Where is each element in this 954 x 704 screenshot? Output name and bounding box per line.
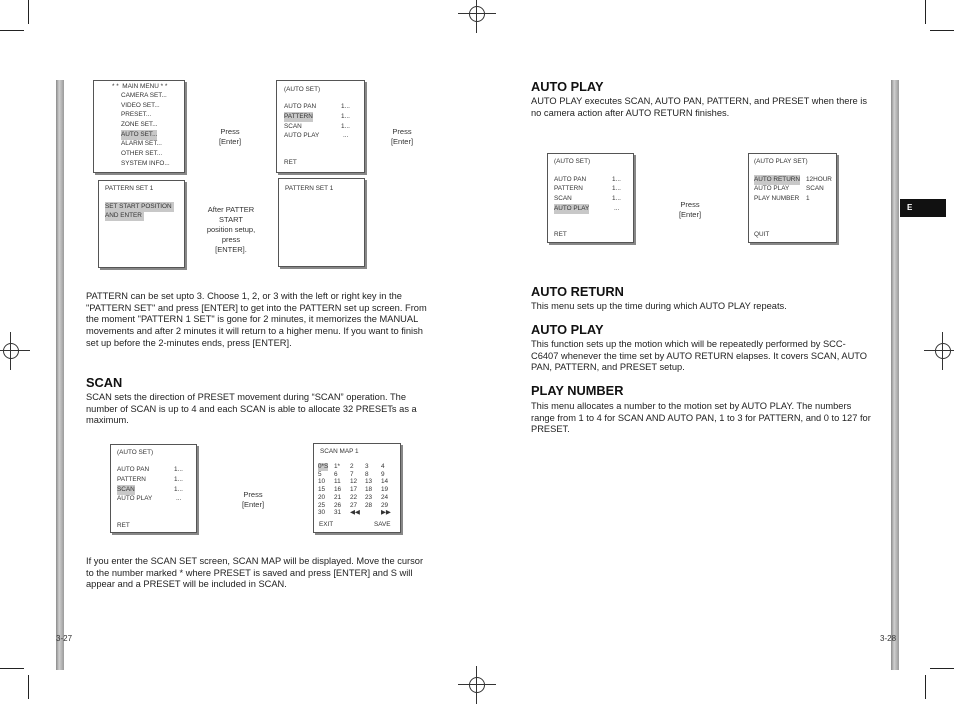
menu-item: SCAN: [554, 195, 572, 202]
menu-item: AUTO PAN: [284, 103, 317, 110]
menu-item-selected: AUTO SET...: [121, 131, 158, 138]
scan-map-cell: 21: [334, 493, 342, 501]
menu-item: SCAN: [284, 123, 302, 130]
menu-title: (AUTO SET): [117, 449, 154, 456]
crop-mark: [28, 675, 29, 699]
menu-item-selected: PATTERN: [284, 113, 313, 120]
menu-item: RET: [284, 159, 297, 166]
menu-title: (AUTO SET): [284, 86, 321, 93]
scan-map-cell: 27: [350, 501, 358, 509]
menu-item: PLAY NUMBER: [754, 195, 800, 202]
scan-map-cell: 16: [334, 486, 342, 494]
menu-item: PRESET...: [121, 111, 152, 118]
menu-item: SYSTEM INFO...: [121, 160, 170, 167]
menu-item: RET: [554, 231, 567, 238]
menu-item: OTHER SET...: [121, 150, 163, 157]
auto-play-paragraph-2: This function sets up the motion which will be repeatedly performed by SCC-C6407 whenever the time set by AUTO RETURN elapses. It covers SCAN, AUTO PAN, PATTERN, and PRESET setup.: [531, 339, 868, 373]
scan-map-cell: 28: [365, 501, 373, 509]
menu-value: 1...: [174, 486, 183, 493]
scan-map-cell: 18: [365, 486, 373, 494]
menu-value: 1...: [612, 195, 621, 202]
press-enter-label: Press [Enter]: [390, 127, 414, 146]
scan-map-cell: 9: [381, 470, 385, 478]
menu-title: SCAN MAP 1: [320, 448, 359, 455]
menu-value: 12HOUR: [806, 176, 832, 183]
pattern-set-screen-2: [278, 178, 365, 267]
menu-item: PATTERN: [117, 476, 146, 483]
auto-play-heading: AUTO PLAY: [531, 79, 604, 94]
scan-map-cell: 20: [318, 493, 326, 501]
scan-map-cell: ◀◀: [350, 509, 360, 517]
menu-item: RET: [117, 522, 130, 529]
menu-item-selected: AUTO RETURN: [754, 176, 801, 183]
menu-value: 1...: [341, 103, 350, 110]
save-label: SAVE: [374, 521, 391, 528]
auto-return-paragraph: This menu sets up the time during which AUTO PLAY repeats.: [531, 301, 787, 311]
scan-map-cell: 23: [365, 493, 373, 501]
scan-map-cell: 31: [334, 509, 342, 517]
press-enter-label: Press [Enter]: [678, 200, 702, 219]
scan-map-cell: 13: [365, 478, 373, 486]
scan-map-cell: 15: [318, 486, 326, 494]
main-menu-screen: [93, 80, 185, 173]
menu-value: ...: [343, 132, 349, 139]
scan-heading: SCAN: [86, 375, 123, 390]
play-number-paragraph: This menu allocates a number to the motion set by AUTO PLAY. The numbers range from 1 to 4 for SCAN AND AUTO PAN, 1 to 3 for PATTERN, and 0 to 127 for PRESET.: [531, 401, 871, 435]
menu-title: PATTERN SET 1: [285, 185, 334, 192]
scan-map-cell: 19: [381, 486, 389, 494]
scan-map-cell: 10: [318, 478, 326, 486]
scan-map-cell: 11: [334, 478, 341, 486]
menu-item: AUTO PAN: [117, 466, 150, 473]
menu-item: AUTO PLAY: [284, 132, 320, 139]
scan-map-cell: 4: [381, 463, 385, 470]
scan-map-cell: 29: [381, 501, 389, 509]
pattern-set-screen: [98, 180, 185, 268]
menu-item: CAMERA SET...: [121, 92, 167, 99]
menu-value: 1...: [612, 185, 621, 192]
scan-map-cell: 1*: [334, 463, 341, 470]
menu-item: ZONE SET...: [121, 121, 158, 128]
press-enter-label: Press [Enter]: [218, 127, 242, 146]
menu-title: (AUTO SET): [554, 158, 591, 165]
menu-value: 1...: [174, 466, 183, 473]
crop-mark: [930, 30, 954, 31]
menu-title: PATTERN SET 1: [105, 185, 154, 192]
menu-item: QUIT: [754, 231, 770, 238]
page-number-left: 3-27: [56, 634, 73, 643]
registration-mark: [466, 3, 488, 25]
menu-value: 1...: [341, 123, 350, 130]
menu-item: ALARM SET...: [121, 140, 162, 147]
scan-map-cell: 30: [318, 509, 326, 517]
scan-map-cell: 0*S: [318, 463, 329, 470]
crop-mark: [0, 30, 24, 31]
menu-value: ...: [176, 495, 182, 502]
scan-map-cell: ▶▶: [381, 509, 391, 517]
after-pattern-label: After PATTER START position setup, press [ENTER].: [206, 205, 256, 254]
crop-mark: [28, 0, 29, 24]
auto-return-heading: AUTO RETURN: [531, 284, 624, 299]
menu-title: (AUTO PLAY SET): [754, 158, 808, 165]
menu-value: ...: [614, 205, 620, 212]
exit-label: EXIT: [319, 521, 334, 528]
scan-map-cell: 3: [365, 463, 369, 470]
menu-value: 1: [806, 195, 810, 202]
scan-paragraph: SCAN sets the direction of PRESET movement during “SCAN” operation. The number of SCAN is up to 4 and each SCAN is able to allocate 32 PRESETs as a maximum.: [86, 392, 417, 426]
registration-mark: [466, 674, 488, 696]
menu-instruction: AND ENTER: [105, 212, 142, 219]
registration-mark: [932, 340, 954, 362]
menu-title: * * MAIN MENU * *: [112, 83, 168, 90]
auto-set-screen-scan: [110, 444, 197, 533]
menu-item-selected: SCAN: [117, 486, 135, 493]
pattern-paragraph: PATTERN can be set upto 3. Choose 1, 2, or 3 with the left or right key in the "PATTERN SET" and press [ENTER] to get into the PATTERN set up screen. From the moment "PATTERN 1 SET" is gone for 2 minutes, it memorizes the MANUAL movements and after 2 minutes it will return to a higher menu. If you want to finish set up before the 2-minutes ends, press [ENTER].: [86, 291, 427, 348]
crop-mark: [930, 668, 954, 669]
menu-instruction: SET START POSITION: [105, 203, 172, 210]
scan-map-cell: 26: [334, 501, 342, 509]
scan-map-cell: 7: [350, 470, 354, 478]
crop-mark: [0, 668, 24, 669]
auto-play-heading-2: AUTO PLAY: [531, 322, 604, 337]
play-number-heading: PLAY NUMBER: [531, 383, 624, 398]
menu-value: 1...: [174, 476, 183, 483]
scan-map-cell: 24: [381, 493, 389, 501]
menu-value: 1...: [612, 176, 621, 183]
section-tab-e: E: [900, 199, 946, 217]
binding-gutter: [891, 80, 899, 670]
menu-item: AUTO PAN: [554, 176, 587, 183]
page-number-right: 3-28: [880, 634, 897, 643]
scan-map-cell: 22: [350, 493, 358, 501]
menu-item: VIDEO SET...: [121, 102, 160, 109]
crop-mark: [925, 0, 926, 24]
menu-item: PATTERN: [554, 185, 583, 192]
menu-value: 1...: [341, 113, 350, 120]
auto-play-paragraph: AUTO PLAY executes SCAN, AUTO PAN, PATTERN, and PRESET when there is no camera action after AUTO RETURN finishes.: [531, 96, 868, 118]
auto-set-screen-right: [547, 153, 634, 243]
scan-map-cell: 6: [334, 470, 338, 478]
menu-item: AUTO PLAY: [117, 495, 153, 502]
scan-map-cell: 8: [365, 470, 369, 478]
scan-map-screen: [313, 443, 401, 533]
binding-gutter: [56, 80, 64, 670]
auto-play-set-screen: [748, 153, 837, 243]
crop-mark: [925, 675, 926, 699]
registration-mark: [0, 340, 22, 362]
press-enter-label: Press [Enter]: [241, 490, 265, 509]
scan-map-cell: 17: [350, 486, 358, 494]
menu-value: SCAN: [806, 185, 824, 192]
scan-map-cell: 5: [318, 470, 322, 478]
scan-map-cell: 12: [350, 478, 358, 486]
auto-set-screen: [276, 80, 365, 173]
scan-map-cell: 25: [318, 501, 326, 509]
scan-map-cell: 14: [381, 478, 389, 486]
menu-item-selected: AUTO PLAY: [554, 205, 590, 212]
scan-map-cell: 2: [350, 463, 354, 470]
scan-map-paragraph: If you enter the SCAN SET screen, SCAN MAP will be displayed. Move the cursor to the number marked * where PRESET is saved and press [ENTER] and S will appear and a PRESET will be included in SCAN.: [86, 556, 424, 590]
menu-item: AUTO PLAY: [754, 185, 790, 192]
